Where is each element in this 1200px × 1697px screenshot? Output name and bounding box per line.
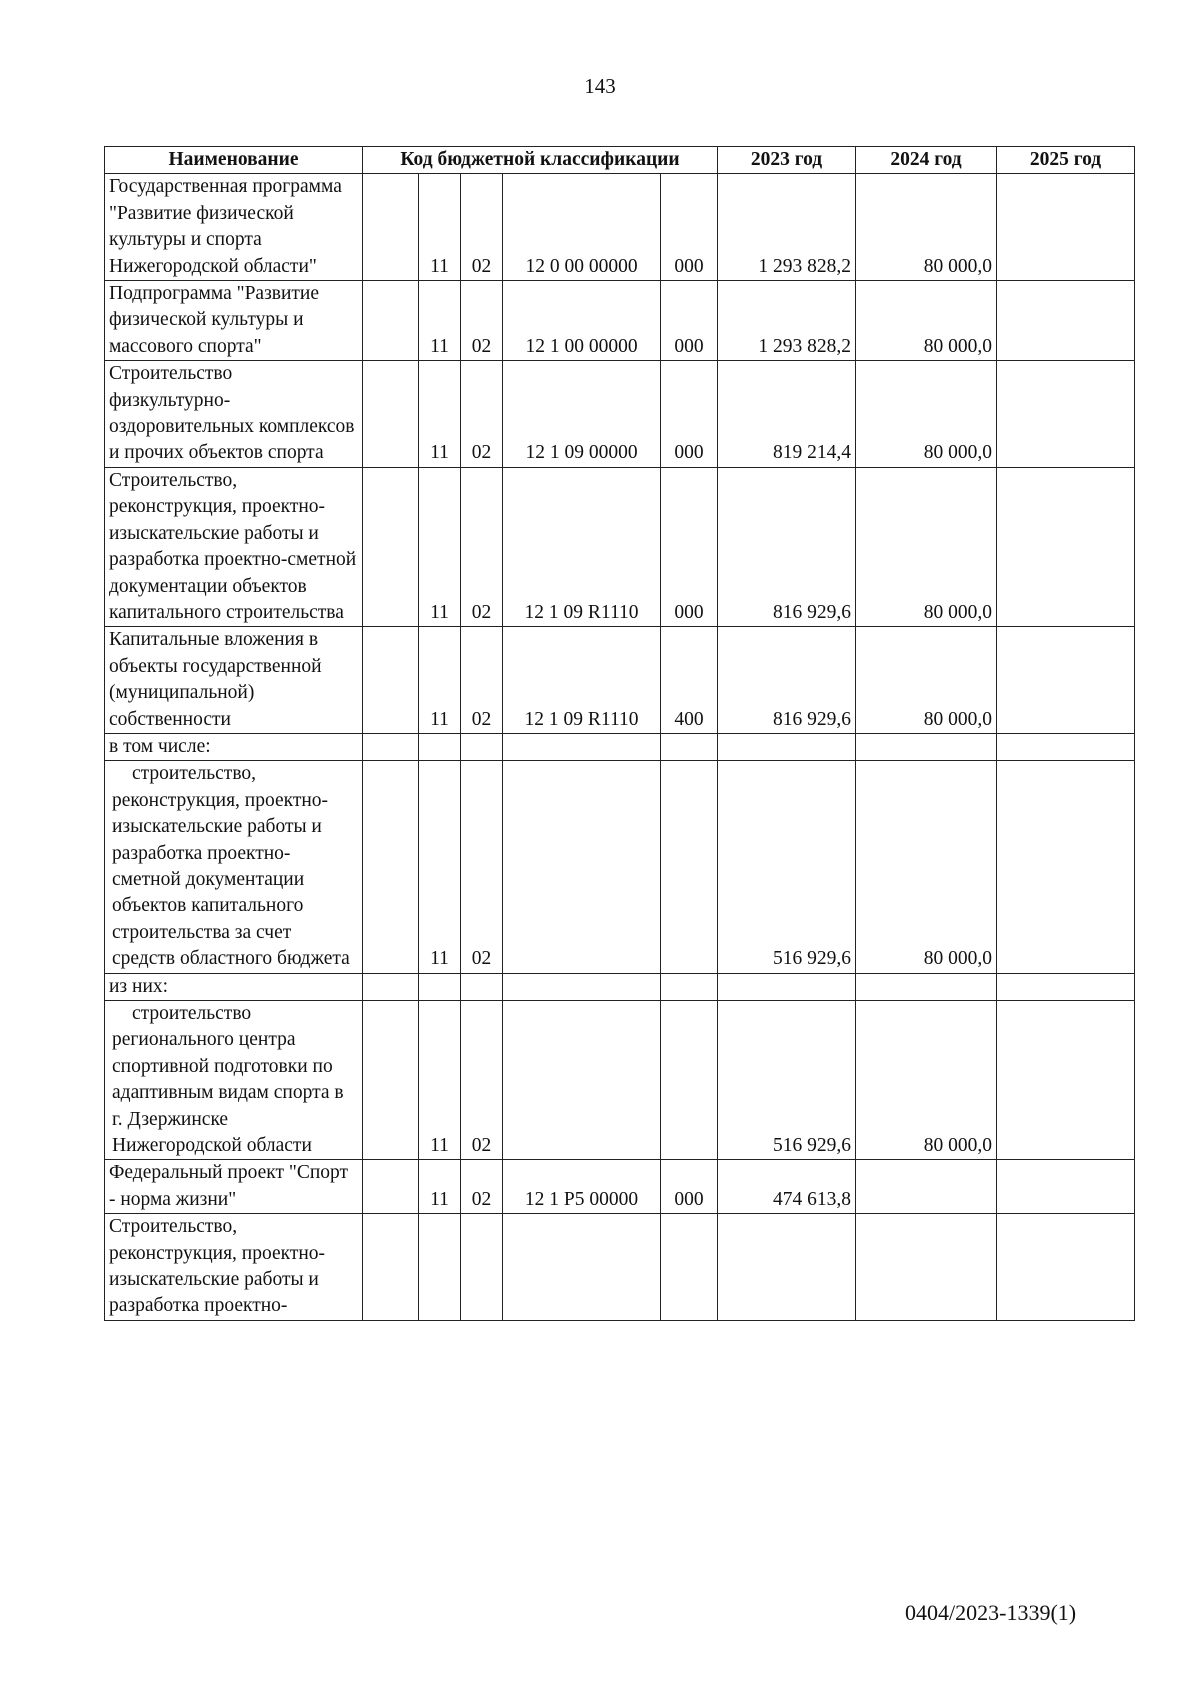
- code-subsection: 02: [461, 1160, 503, 1214]
- code-subsection: 02: [461, 627, 503, 734]
- row-name: Государственная программа "Развитие физической культуры и спорта Нижегородской области": [105, 174, 363, 281]
- value-2025: [997, 1214, 1135, 1321]
- table-row: [105, 1001, 1135, 1160]
- row-name: Строительство физкультурно-оздоровительных комплексов и прочих объектов спорта: [105, 361, 363, 468]
- code-blank: [363, 281, 419, 361]
- row-name: [105, 1001, 363, 1160]
- code-subsection: 02: [461, 761, 503, 973]
- code-blank: [363, 361, 419, 468]
- table-row: [105, 467, 1135, 626]
- code-target: [503, 733, 661, 760]
- code-expense: [661, 733, 718, 760]
- budget-table: [104, 146, 1135, 1321]
- value-2025: [997, 627, 1135, 734]
- row-name-text: строительство, реконструкция, проектно-изыскательские работы и разработка проектно-сметной документации объектов капитального строительства за счет средств областного бюджета: [112, 763, 350, 970]
- code-section: 11: [419, 361, 461, 468]
- value-2025: [997, 174, 1135, 281]
- value-2025: [997, 361, 1135, 468]
- value-2025: [997, 1001, 1135, 1160]
- row-name: Строительство, реконструкция, проектно-изыскательские работы и разработка проектно-сметной документации объектов капитального строительства: [105, 467, 363, 626]
- value-2023: 474 613,8: [718, 1160, 856, 1214]
- row-name: [105, 761, 363, 973]
- value-2023: [718, 973, 856, 1000]
- code-blank: [363, 733, 419, 760]
- code-blank: [363, 174, 419, 281]
- row-name-text: строительство регионального центра спортивной подготовки по адаптивным видам спорта в г. Дзержинске Нижегородской области: [112, 1003, 344, 1157]
- value-2024: [856, 973, 997, 1000]
- table-row: [105, 1160, 1135, 1214]
- code-subsection: 02: [461, 174, 503, 281]
- code-expense: 000: [661, 281, 718, 361]
- table-row: [105, 733, 1135, 760]
- code-section: 11: [419, 761, 461, 973]
- value-2025: [997, 1160, 1135, 1214]
- code-target: 12 1 09 R1110: [503, 467, 661, 626]
- table-row: [105, 281, 1135, 361]
- code-blank: [363, 467, 419, 626]
- code-expense: [661, 761, 718, 973]
- code-section: 11: [419, 1160, 461, 1214]
- value-2025: [997, 973, 1135, 1000]
- value-2024: [856, 1214, 997, 1321]
- value-2023: 816 929,6: [718, 627, 856, 734]
- value-2024: 80 000,0: [856, 627, 997, 734]
- value-2025: [997, 733, 1135, 760]
- row-name: в том числе:: [105, 733, 363, 760]
- code-expense: [661, 1214, 718, 1321]
- code-subsection: 02: [461, 361, 503, 468]
- value-2024: [856, 1160, 997, 1214]
- value-2025: [997, 467, 1135, 626]
- code-blank: [363, 1214, 419, 1321]
- row-name: Подпрограмма "Развитие физической культуры и массового спорта": [105, 281, 363, 361]
- code-blank: [363, 761, 419, 973]
- value-2023: [718, 1214, 856, 1321]
- code-blank: [363, 973, 419, 1000]
- code-section: [419, 1214, 461, 1321]
- code-section: 11: [419, 281, 461, 361]
- code-target: 12 1 09 00000: [503, 361, 661, 468]
- value-2023: 816 929,6: [718, 467, 856, 626]
- value-2023: 1 293 828,2: [718, 174, 856, 281]
- value-2025: [997, 761, 1135, 973]
- code-target: 12 0 00 00000: [503, 174, 661, 281]
- header-2024: 2024 год: [856, 147, 997, 174]
- table-row: [105, 174, 1135, 281]
- value-2023: 819 214,4: [718, 361, 856, 468]
- code-blank: [363, 1160, 419, 1214]
- table-row: [105, 761, 1135, 973]
- code-section: 11: [419, 174, 461, 281]
- value-2024: 80 000,0: [856, 174, 997, 281]
- value-2023: 516 929,6: [718, 1001, 856, 1160]
- code-subsection: [461, 1214, 503, 1321]
- document-code: 0404/2023-1339(1): [905, 1600, 1077, 1625]
- header-name: Наименование: [105, 147, 363, 174]
- code-section: [419, 973, 461, 1000]
- value-2023: [718, 733, 856, 760]
- table-row: [105, 1214, 1135, 1321]
- table-row: [105, 627, 1135, 734]
- code-subsection: [461, 973, 503, 1000]
- code-target: [503, 761, 661, 973]
- value-2024: 80 000,0: [856, 1001, 997, 1160]
- code-section: 11: [419, 467, 461, 626]
- code-expense: 400: [661, 627, 718, 734]
- code-target: [503, 1001, 661, 1160]
- code-expense: [661, 973, 718, 1000]
- header-2023: 2023 год: [718, 147, 856, 174]
- code-section: 11: [419, 627, 461, 734]
- code-target: [503, 973, 661, 1000]
- value-2023: 1 293 828,2: [718, 281, 856, 361]
- code-section: 11: [419, 1001, 461, 1160]
- code-expense: 000: [661, 174, 718, 281]
- code-target: 12 1 P5 00000: [503, 1160, 661, 1214]
- code-subsection: 02: [461, 467, 503, 626]
- code-target: 12 1 09 R1110: [503, 627, 661, 734]
- value-2023: 516 929,6: [718, 761, 856, 973]
- code-expense: [661, 1001, 718, 1160]
- table-header-row: [105, 147, 1135, 174]
- value-2025: [997, 281, 1135, 361]
- code-target: 12 1 00 00000: [503, 281, 661, 361]
- row-name: Капитальные вложения в объекты государственной (муниципальной) собственности: [105, 627, 363, 734]
- code-blank: [363, 1001, 419, 1160]
- code-blank: [363, 627, 419, 734]
- code-subsection: 02: [461, 1001, 503, 1160]
- value-2024: 80 000,0: [856, 281, 997, 361]
- code-section: [419, 733, 461, 760]
- table-row: [105, 973, 1135, 1000]
- page-number: 143: [584, 74, 616, 98]
- code-expense: 000: [661, 1160, 718, 1214]
- value-2024: [856, 733, 997, 760]
- code-subsection: 02: [461, 281, 503, 361]
- value-2024: 80 000,0: [856, 761, 997, 973]
- code-expense: 000: [661, 361, 718, 468]
- code-expense: 000: [661, 467, 718, 626]
- code-target: [503, 1214, 661, 1321]
- table-row: [105, 361, 1135, 468]
- code-subsection: [461, 733, 503, 760]
- value-2024: 80 000,0: [856, 467, 997, 626]
- row-name: Строительство, реконструкция, проектно-изыскательские работы и разработка проектно-: [105, 1214, 363, 1321]
- row-name: Федеральный проект "Спорт - норма жизни": [105, 1160, 363, 1214]
- header-2025: 2025 год: [997, 147, 1135, 174]
- row-name: из них:: [105, 973, 363, 1000]
- header-code: Код бюджетной классификации: [363, 147, 718, 174]
- value-2024: 80 000,0: [856, 361, 997, 468]
